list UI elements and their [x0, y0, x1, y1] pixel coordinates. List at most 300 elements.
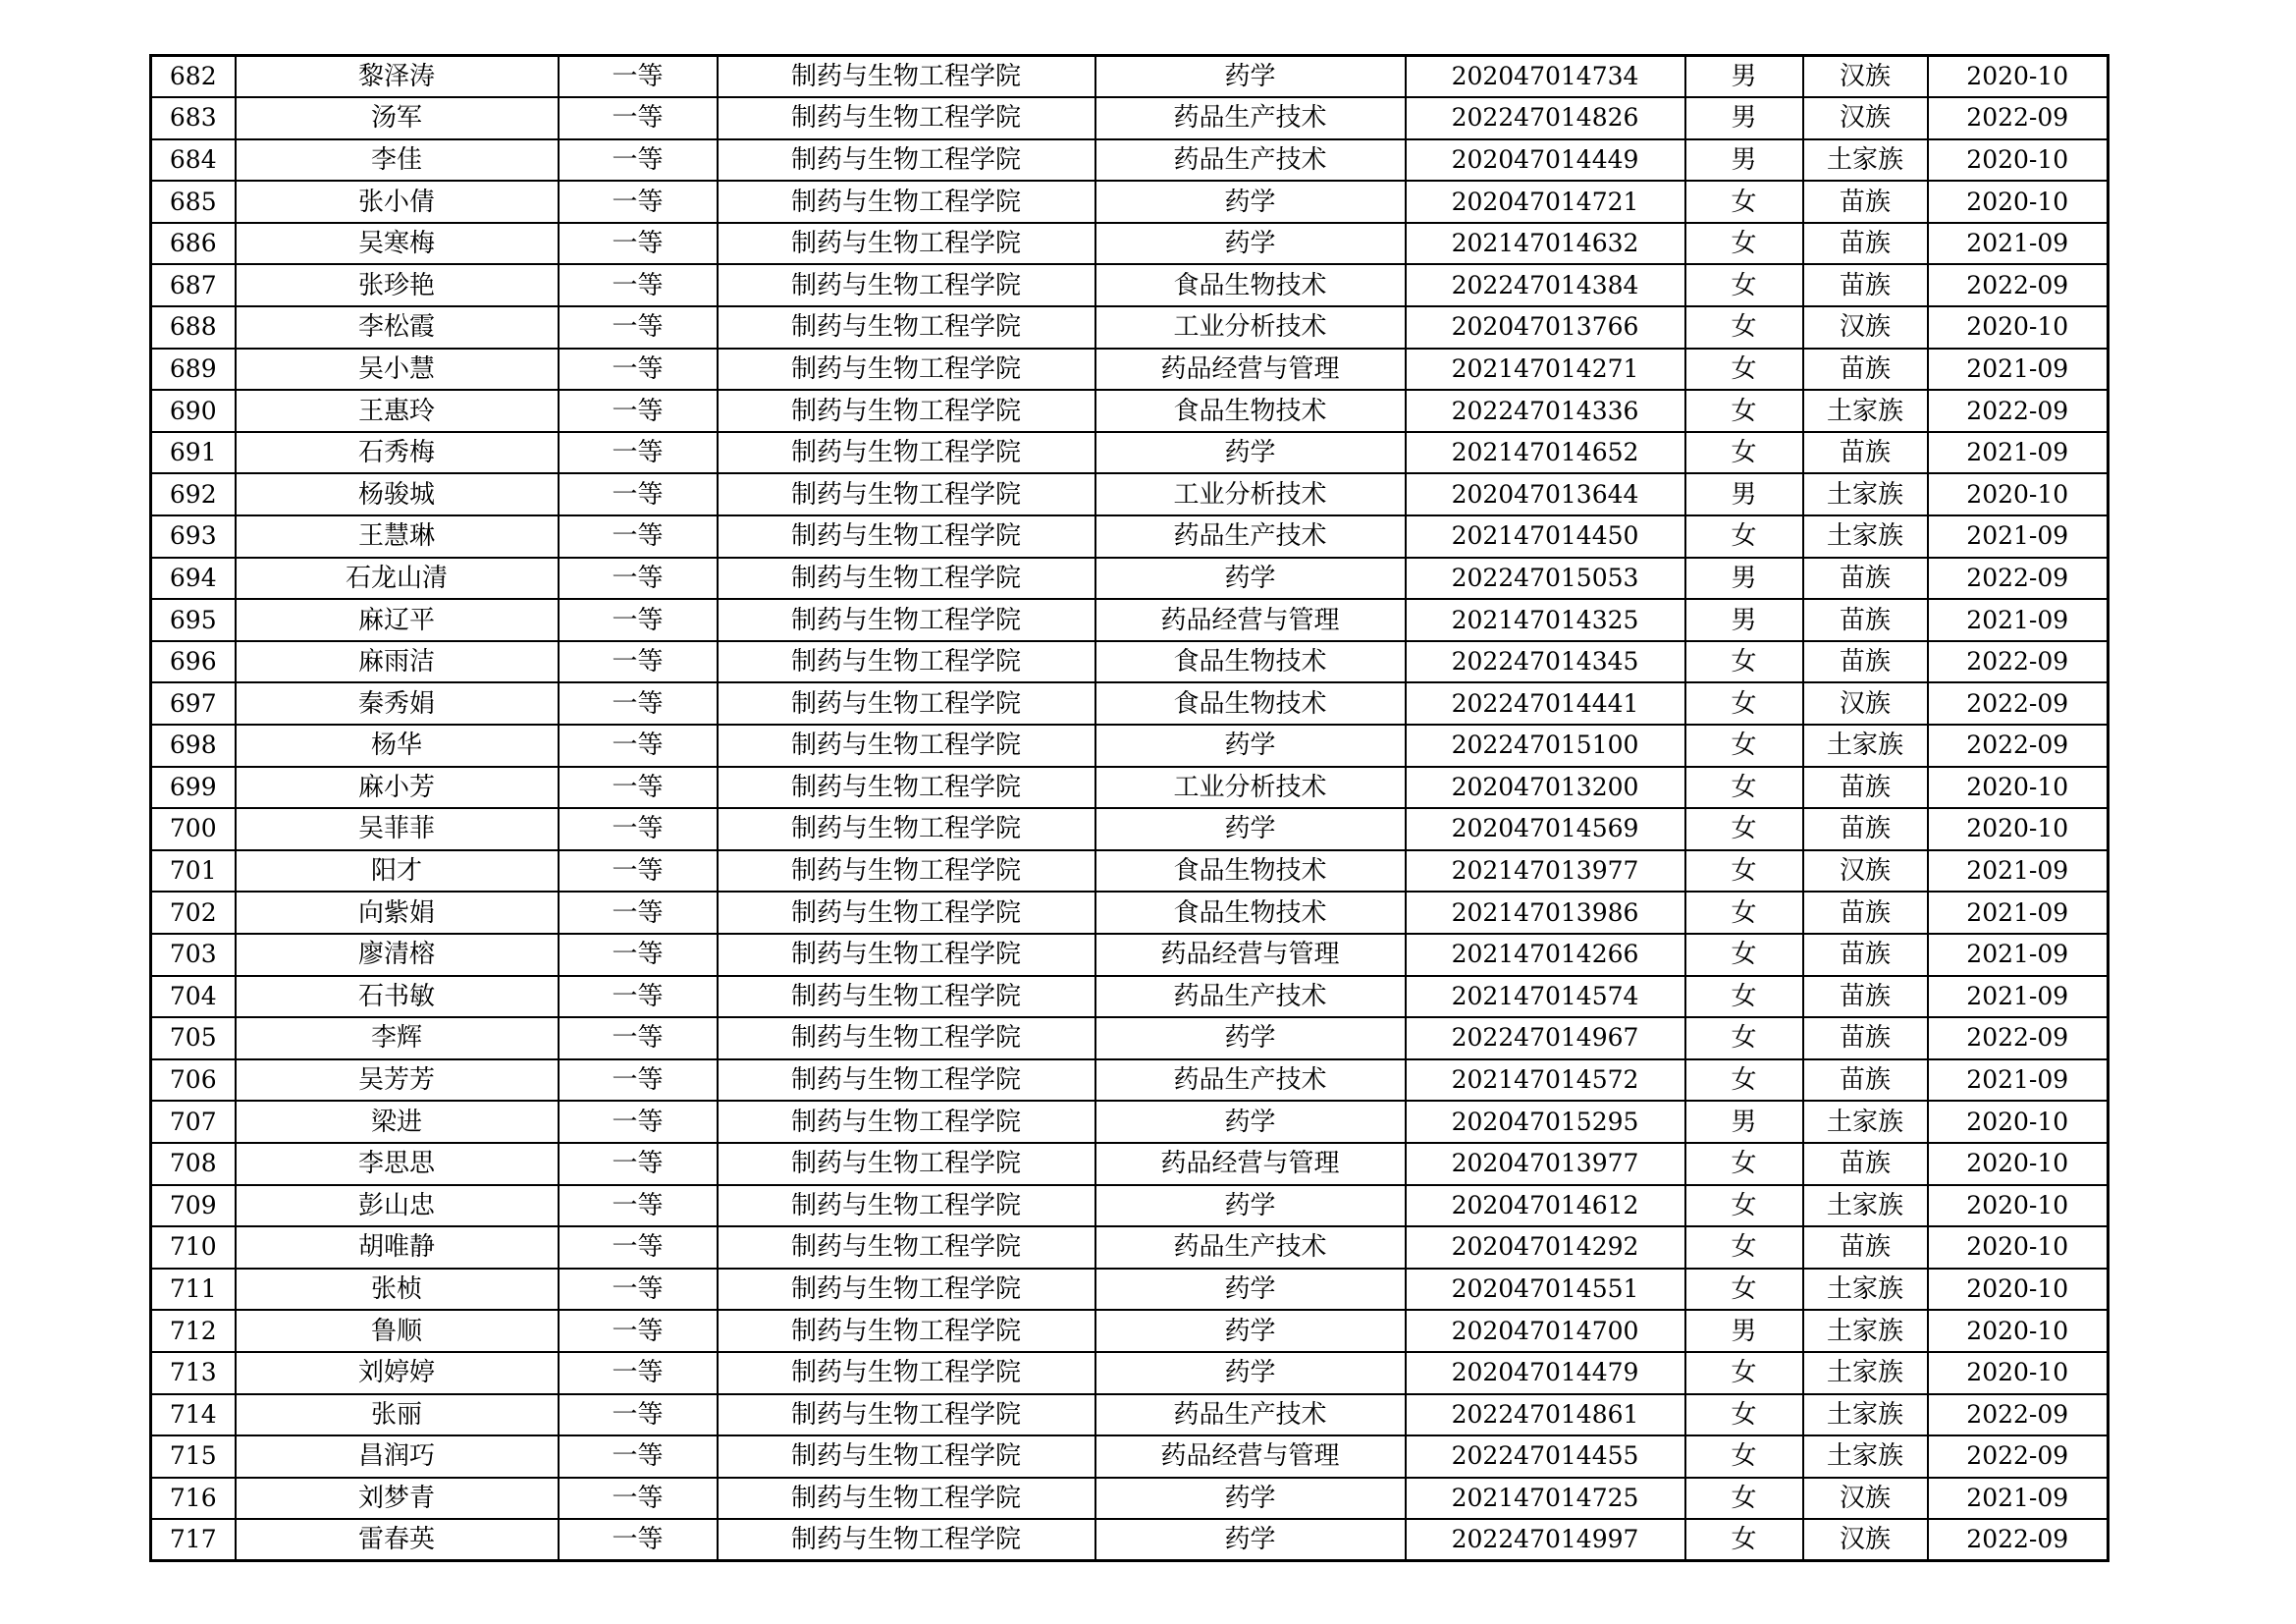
gender-cell: 男 [1685, 56, 1803, 98]
row-number-cell: 696 [151, 641, 236, 683]
student-name-cell: 梁进 [236, 1101, 559, 1143]
student-name-cell: 麻小芳 [236, 767, 559, 809]
student-id-cell: 202047014479 [1406, 1352, 1685, 1394]
row-number-cell: 688 [151, 306, 236, 349]
award-level-cell: 一等 [559, 1352, 718, 1394]
ethnicity-cell: 苗族 [1803, 1143, 1928, 1185]
student-id-cell: 202247014997 [1406, 1519, 1685, 1561]
award-level-cell: 一等 [559, 223, 718, 265]
college-cell: 制药与生物工程学院 [718, 264, 1095, 306]
college-cell: 制药与生物工程学院 [718, 934, 1095, 976]
award-level-cell: 一等 [559, 306, 718, 349]
award-level-cell: 一等 [559, 1478, 718, 1520]
table-row [151, 934, 2109, 976]
row-number-cell: 716 [151, 1478, 236, 1520]
enrollment-date-cell: 2022-09 [1928, 682, 2109, 725]
student-name-cell: 王惠玲 [236, 390, 559, 432]
major-cell: 药品生产技术 [1095, 1394, 1406, 1436]
ethnicity-cell: 汉族 [1803, 1519, 1928, 1561]
award-level-cell: 一等 [559, 725, 718, 767]
gender-cell: 女 [1685, 1352, 1803, 1394]
row-number-cell: 713 [151, 1352, 236, 1394]
student-name-cell: 张丽 [236, 1394, 559, 1436]
ethnicity-cell: 土家族 [1803, 515, 1928, 558]
student-name-cell: 李松霞 [236, 306, 559, 349]
college-cell: 制药与生物工程学院 [718, 1519, 1095, 1561]
college-cell: 制药与生物工程学院 [718, 349, 1095, 391]
award-level-cell: 一等 [559, 641, 718, 683]
table-row [151, 56, 2109, 98]
enrollment-date-cell: 2021-09 [1928, 515, 2109, 558]
college-cell: 制药与生物工程学院 [718, 473, 1095, 515]
student-id-cell: 202047013200 [1406, 767, 1685, 809]
student-id-cell: 202047014292 [1406, 1226, 1685, 1269]
ethnicity-cell: 土家族 [1803, 473, 1928, 515]
college-cell: 制药与生物工程学院 [718, 1269, 1095, 1311]
student-name-cell: 杨骏城 [236, 473, 559, 515]
enrollment-date-cell: 2021-09 [1928, 599, 2109, 641]
major-cell: 药品生产技术 [1095, 1226, 1406, 1269]
row-number-cell: 687 [151, 264, 236, 306]
gender-cell: 女 [1685, 1435, 1803, 1478]
major-cell: 食品生物技术 [1095, 892, 1406, 934]
major-cell: 药学 [1095, 1519, 1406, 1561]
award-level-cell: 一等 [559, 892, 718, 934]
table-row [151, 1101, 2109, 1143]
award-level-cell: 一等 [559, 558, 718, 600]
gender-cell: 女 [1685, 641, 1803, 683]
award-level-cell: 一等 [559, 1519, 718, 1561]
college-cell: 制药与生物工程学院 [718, 558, 1095, 600]
student-id-cell: 202247014826 [1406, 97, 1685, 139]
award-level-cell: 一等 [559, 1017, 718, 1059]
student-name-cell: 麻雨洁 [236, 641, 559, 683]
row-number-cell: 712 [151, 1310, 236, 1352]
enrollment-date-cell: 2021-09 [1928, 934, 2109, 976]
roster-body [151, 56, 2109, 1561]
table-row [151, 390, 2109, 432]
enrollment-date-cell: 2022-09 [1928, 641, 2109, 683]
row-number-cell: 714 [151, 1394, 236, 1436]
student-name-cell: 阳才 [236, 850, 559, 893]
award-level-cell: 一等 [559, 139, 718, 182]
table-row [151, 808, 2109, 850]
ethnicity-cell: 土家族 [1803, 1394, 1928, 1436]
student-name-cell: 昌润巧 [236, 1435, 559, 1478]
award-level-cell: 一等 [559, 934, 718, 976]
student-id-cell: 202047014569 [1406, 808, 1685, 850]
gender-cell: 男 [1685, 599, 1803, 641]
row-number-cell: 701 [151, 850, 236, 893]
college-cell: 制药与生物工程学院 [718, 1226, 1095, 1269]
ethnicity-cell: 汉族 [1803, 306, 1928, 349]
major-cell: 工业分析技术 [1095, 306, 1406, 349]
row-number-cell: 690 [151, 390, 236, 432]
student-name-cell: 李佳 [236, 139, 559, 182]
student-name-cell: 杨华 [236, 725, 559, 767]
student-name-cell: 胡唯静 [236, 1226, 559, 1269]
college-cell: 制药与生物工程学院 [718, 1185, 1095, 1227]
gender-cell: 女 [1685, 223, 1803, 265]
student-id-cell: 202047013766 [1406, 306, 1685, 349]
student-name-cell: 秦秀娟 [236, 682, 559, 725]
college-cell: 制药与生物工程学院 [718, 1059, 1095, 1102]
table-row [151, 349, 2109, 391]
student-name-cell: 张珍艳 [236, 264, 559, 306]
row-number-cell: 705 [151, 1017, 236, 1059]
college-cell: 制药与生物工程学院 [718, 1143, 1095, 1185]
enrollment-date-cell: 2020-10 [1928, 473, 2109, 515]
student-id-cell: 202247014967 [1406, 1017, 1685, 1059]
gender-cell: 女 [1685, 1394, 1803, 1436]
student-name-cell: 张桢 [236, 1269, 559, 1311]
award-level-cell: 一等 [559, 682, 718, 725]
student-name-cell: 吴寒梅 [236, 223, 559, 265]
award-level-cell: 一等 [559, 432, 718, 474]
row-number-cell: 710 [151, 1226, 236, 1269]
major-cell: 药品经营与管理 [1095, 934, 1406, 976]
ethnicity-cell: 苗族 [1803, 934, 1928, 976]
student-id-cell: 202047015295 [1406, 1101, 1685, 1143]
student-id-cell: 202047014449 [1406, 139, 1685, 182]
table-row [151, 1352, 2109, 1394]
ethnicity-cell: 苗族 [1803, 976, 1928, 1018]
major-cell: 药品经营与管理 [1095, 599, 1406, 641]
gender-cell: 女 [1685, 264, 1803, 306]
enrollment-date-cell: 2022-09 [1928, 390, 2109, 432]
gender-cell: 女 [1685, 390, 1803, 432]
enrollment-date-cell: 2020-10 [1928, 808, 2109, 850]
gender-cell: 女 [1685, 808, 1803, 850]
award-level-cell: 一等 [559, 97, 718, 139]
award-level-cell: 一等 [559, 808, 718, 850]
award-level-cell: 一等 [559, 767, 718, 809]
table-row [151, 264, 2109, 306]
ethnicity-cell: 土家族 [1803, 1352, 1928, 1394]
gender-cell: 女 [1685, 1478, 1803, 1520]
student-name-cell: 廖清榕 [236, 934, 559, 976]
college-cell: 制药与生物工程学院 [718, 1394, 1095, 1436]
row-number-cell: 699 [151, 767, 236, 809]
student-name-cell: 雷春英 [236, 1519, 559, 1561]
student-id-cell: 202147014450 [1406, 515, 1685, 558]
gender-cell: 女 [1685, 892, 1803, 934]
gender-cell: 女 [1685, 1059, 1803, 1102]
ethnicity-cell: 土家族 [1803, 390, 1928, 432]
row-number-cell: 694 [151, 558, 236, 600]
major-cell: 药学 [1095, 56, 1406, 98]
student-id-cell: 202147013977 [1406, 850, 1685, 893]
gender-cell: 男 [1685, 558, 1803, 600]
enrollment-date-cell: 2021-09 [1928, 432, 2109, 474]
gender-cell: 男 [1685, 473, 1803, 515]
student-name-cell: 张小倩 [236, 181, 559, 223]
row-number-cell: 703 [151, 934, 236, 976]
award-level-cell: 一等 [559, 1226, 718, 1269]
gender-cell: 女 [1685, 306, 1803, 349]
major-cell: 食品生物技术 [1095, 850, 1406, 893]
enrollment-date-cell: 2020-10 [1928, 181, 2109, 223]
college-cell: 制药与生物工程学院 [718, 725, 1095, 767]
major-cell: 食品生物技术 [1095, 264, 1406, 306]
row-number-cell: 715 [151, 1435, 236, 1478]
student-name-cell: 刘婷婷 [236, 1352, 559, 1394]
major-cell: 食品生物技术 [1095, 641, 1406, 683]
student-id-cell: 202247014441 [1406, 682, 1685, 725]
gender-cell: 女 [1685, 976, 1803, 1018]
enrollment-date-cell: 2020-10 [1928, 1226, 2109, 1269]
enrollment-date-cell: 2022-09 [1928, 97, 2109, 139]
student-id-cell: 202147014574 [1406, 976, 1685, 1018]
enrollment-date-cell: 2021-09 [1928, 223, 2109, 265]
row-number-cell: 682 [151, 56, 236, 98]
ethnicity-cell: 苗族 [1803, 349, 1928, 391]
enrollment-date-cell: 2021-09 [1928, 1059, 2109, 1102]
row-number-cell: 708 [151, 1143, 236, 1185]
table-row [151, 1478, 2109, 1520]
row-number-cell: 684 [151, 139, 236, 182]
gender-cell: 女 [1685, 1143, 1803, 1185]
enrollment-date-cell: 2022-09 [1928, 1519, 2109, 1561]
student-name-cell: 王慧琳 [236, 515, 559, 558]
major-cell: 药品生产技术 [1095, 1059, 1406, 1102]
student-name-cell: 吴菲菲 [236, 808, 559, 850]
student-name-cell: 麻辽平 [236, 599, 559, 641]
award-level-cell: 一等 [559, 1143, 718, 1185]
college-cell: 制药与生物工程学院 [718, 1352, 1095, 1394]
college-cell: 制药与生物工程学院 [718, 97, 1095, 139]
table-row [151, 1519, 2109, 1561]
student-name-cell: 鲁顺 [236, 1310, 559, 1352]
student-id-cell: 202047013644 [1406, 473, 1685, 515]
major-cell: 药学 [1095, 1101, 1406, 1143]
major-cell: 药品生产技术 [1095, 515, 1406, 558]
student-id-cell: 202147014725 [1406, 1478, 1685, 1520]
row-number-cell: 686 [151, 223, 236, 265]
gender-cell: 女 [1685, 1017, 1803, 1059]
enrollment-date-cell: 2020-10 [1928, 1143, 2109, 1185]
major-cell: 药学 [1095, 432, 1406, 474]
ethnicity-cell: 土家族 [1803, 139, 1928, 182]
student-id-cell: 202147014271 [1406, 349, 1685, 391]
student-id-cell: 202047013977 [1406, 1143, 1685, 1185]
gender-cell: 男 [1685, 139, 1803, 182]
student-id-cell: 202047014734 [1406, 56, 1685, 98]
gender-cell: 女 [1685, 1519, 1803, 1561]
student-id-cell: 202247014455 [1406, 1435, 1685, 1478]
gender-cell: 女 [1685, 432, 1803, 474]
student-name-cell: 李思思 [236, 1143, 559, 1185]
major-cell: 药学 [1095, 558, 1406, 600]
major-cell: 工业分析技术 [1095, 767, 1406, 809]
gender-cell: 女 [1685, 349, 1803, 391]
table-row [151, 1394, 2109, 1436]
table-row [151, 641, 2109, 683]
table-row [151, 558, 2109, 600]
college-cell: 制药与生物工程学院 [718, 682, 1095, 725]
table-row [151, 306, 2109, 349]
table-row [151, 892, 2109, 934]
student-id-cell: 202147014632 [1406, 223, 1685, 265]
row-number-cell: 706 [151, 1059, 236, 1102]
college-cell: 制药与生物工程学院 [718, 599, 1095, 641]
student-id-cell: 202247015100 [1406, 725, 1685, 767]
enrollment-date-cell: 2021-09 [1928, 976, 2109, 1018]
student-name-cell: 吴小慧 [236, 349, 559, 391]
enrollment-date-cell: 2021-09 [1928, 349, 2109, 391]
enrollment-date-cell: 2022-09 [1928, 1435, 2109, 1478]
student-name-cell: 黎泽涛 [236, 56, 559, 98]
college-cell: 制药与生物工程学院 [718, 139, 1095, 182]
enrollment-date-cell: 2020-10 [1928, 767, 2109, 809]
major-cell: 药品经营与管理 [1095, 1143, 1406, 1185]
student-id-cell: 202247015053 [1406, 558, 1685, 600]
award-level-cell: 一等 [559, 1310, 718, 1352]
major-cell: 药学 [1095, 808, 1406, 850]
ethnicity-cell: 苗族 [1803, 181, 1928, 223]
student-id-cell: 202147014652 [1406, 432, 1685, 474]
row-number-cell: 693 [151, 515, 236, 558]
enrollment-date-cell: 2021-09 [1928, 850, 2109, 893]
ethnicity-cell: 汉族 [1803, 56, 1928, 98]
ethnicity-cell: 土家族 [1803, 1310, 1928, 1352]
enrollment-date-cell: 2020-10 [1928, 1269, 2109, 1311]
major-cell: 药学 [1095, 223, 1406, 265]
row-number-cell: 704 [151, 976, 236, 1018]
enrollment-date-cell: 2022-09 [1928, 264, 2109, 306]
table-row [151, 473, 2109, 515]
college-cell: 制药与生物工程学院 [718, 1310, 1095, 1352]
table-row [151, 432, 2109, 474]
award-level-cell: 一等 [559, 349, 718, 391]
student-id-cell: 202047014612 [1406, 1185, 1685, 1227]
major-cell: 药品经营与管理 [1095, 349, 1406, 391]
row-number-cell: 689 [151, 349, 236, 391]
row-number-cell: 700 [151, 808, 236, 850]
student-name-cell: 李辉 [236, 1017, 559, 1059]
college-cell: 制药与生物工程学院 [718, 223, 1095, 265]
enrollment-date-cell: 2020-10 [1928, 139, 2109, 182]
student-name-cell: 石龙山清 [236, 558, 559, 600]
gender-cell: 女 [1685, 767, 1803, 809]
student-id-cell: 202147013986 [1406, 892, 1685, 934]
gender-cell: 男 [1685, 1310, 1803, 1352]
ethnicity-cell: 汉族 [1803, 1478, 1928, 1520]
ethnicity-cell: 汉族 [1803, 682, 1928, 725]
enrollment-date-cell: 2020-10 [1928, 56, 2109, 98]
table-row [151, 1269, 2109, 1311]
row-number-cell: 709 [151, 1185, 236, 1227]
major-cell: 药学 [1095, 1478, 1406, 1520]
ethnicity-cell: 土家族 [1803, 1435, 1928, 1478]
college-cell: 制药与生物工程学院 [718, 767, 1095, 809]
row-number-cell: 707 [151, 1101, 236, 1143]
student-name-cell: 石秀梅 [236, 432, 559, 474]
row-number-cell: 717 [151, 1519, 236, 1561]
row-number-cell: 685 [151, 181, 236, 223]
table-row [151, 1059, 2109, 1102]
student-id-cell: 202147014325 [1406, 599, 1685, 641]
award-level-cell: 一等 [559, 1435, 718, 1478]
row-number-cell: 695 [151, 599, 236, 641]
enrollment-date-cell: 2020-10 [1928, 1101, 2109, 1143]
row-number-cell: 702 [151, 892, 236, 934]
gender-cell: 男 [1685, 1101, 1803, 1143]
table-row [151, 1143, 2109, 1185]
table-row [151, 223, 2109, 265]
table-row [151, 181, 2109, 223]
major-cell: 药学 [1095, 1269, 1406, 1311]
ethnicity-cell: 苗族 [1803, 1017, 1928, 1059]
award-level-cell: 一等 [559, 1101, 718, 1143]
student-name-cell: 向紫娟 [236, 892, 559, 934]
award-level-cell: 一等 [559, 56, 718, 98]
gender-cell: 女 [1685, 1185, 1803, 1227]
enrollment-date-cell: 2021-09 [1928, 892, 2109, 934]
college-cell: 制药与生物工程学院 [718, 641, 1095, 683]
major-cell: 食品生物技术 [1095, 682, 1406, 725]
major-cell: 药品生产技术 [1095, 97, 1406, 139]
award-level-cell: 一等 [559, 264, 718, 306]
ethnicity-cell: 土家族 [1803, 1269, 1928, 1311]
table-row [151, 1310, 2109, 1352]
award-level-cell: 一等 [559, 515, 718, 558]
college-cell: 制药与生物工程学院 [718, 976, 1095, 1018]
major-cell: 药学 [1095, 1352, 1406, 1394]
row-number-cell: 711 [151, 1269, 236, 1311]
student-id-cell: 202247014861 [1406, 1394, 1685, 1436]
table-row [151, 682, 2109, 725]
gender-cell: 女 [1685, 1226, 1803, 1269]
gender-cell: 男 [1685, 97, 1803, 139]
ethnicity-cell: 苗族 [1803, 808, 1928, 850]
major-cell: 药品生产技术 [1095, 139, 1406, 182]
gender-cell: 女 [1685, 725, 1803, 767]
ethnicity-cell: 苗族 [1803, 223, 1928, 265]
enrollment-date-cell: 2020-10 [1928, 306, 2109, 349]
college-cell: 制药与生物工程学院 [718, 181, 1095, 223]
row-number-cell: 691 [151, 432, 236, 474]
major-cell: 工业分析技术 [1095, 473, 1406, 515]
ethnicity-cell: 苗族 [1803, 264, 1928, 306]
enrollment-date-cell: 2022-09 [1928, 558, 2109, 600]
student-name-cell: 刘梦青 [236, 1478, 559, 1520]
ethnicity-cell: 苗族 [1803, 892, 1928, 934]
college-cell: 制药与生物工程学院 [718, 56, 1095, 98]
gender-cell: 女 [1685, 181, 1803, 223]
ethnicity-cell: 苗族 [1803, 641, 1928, 683]
student-id-cell: 202147014572 [1406, 1059, 1685, 1102]
gender-cell: 女 [1685, 682, 1803, 725]
major-cell: 药品生产技术 [1095, 976, 1406, 1018]
college-cell: 制药与生物工程学院 [718, 390, 1095, 432]
table-row [151, 1185, 2109, 1227]
award-level-cell: 一等 [559, 1394, 718, 1436]
college-cell: 制药与生物工程学院 [718, 892, 1095, 934]
row-number-cell: 697 [151, 682, 236, 725]
ethnicity-cell: 土家族 [1803, 725, 1928, 767]
student-id-cell: 202247014384 [1406, 264, 1685, 306]
student-name-cell: 彭山忠 [236, 1185, 559, 1227]
ethnicity-cell: 汉族 [1803, 97, 1928, 139]
ethnicity-cell: 苗族 [1803, 599, 1928, 641]
enrollment-date-cell: 2022-09 [1928, 1017, 2109, 1059]
student-id-cell: 202047014700 [1406, 1310, 1685, 1352]
table-row [151, 139, 2109, 182]
gender-cell: 女 [1685, 1269, 1803, 1311]
major-cell: 药学 [1095, 1310, 1406, 1352]
ethnicity-cell: 土家族 [1803, 1101, 1928, 1143]
